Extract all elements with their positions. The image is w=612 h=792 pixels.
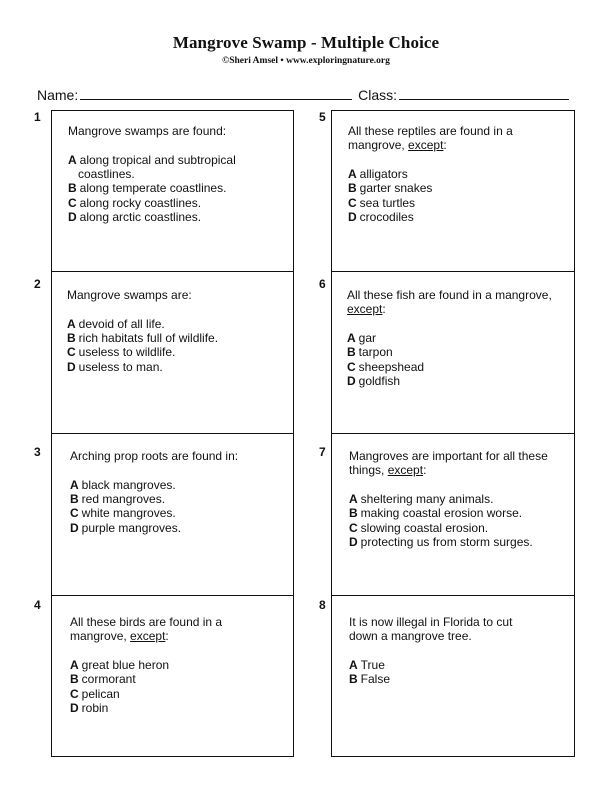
answer-option[interactable]: D robin	[70, 700, 109, 715]
question-stem: Arching prop roots are found in:	[70, 449, 239, 463]
answer-option[interactable]: D goldfish	[347, 373, 401, 388]
question-number: 7	[319, 445, 326, 459]
class-label: Class:	[358, 87, 398, 103]
question-content-2	[67, 288, 287, 374]
answer-option[interactable]: A great blue heron	[70, 658, 170, 673]
question-number: 1	[34, 110, 41, 124]
answer-option[interactable]: B along temperate coastlines.	[68, 181, 227, 196]
student-fields	[37, 86, 577, 103]
answer-option[interactable]: C useless to wildlife.	[67, 345, 176, 360]
question-stem: All these birds are found in a mangrove, except:	[70, 615, 223, 644]
question-stem: Mangrove swamps are:	[67, 288, 192, 302]
question-stem: All these reptiles are found in a mangrove, except:	[348, 124, 513, 153]
answer-option[interactable]: A alligators	[348, 167, 408, 182]
question-content-5	[348, 124, 570, 224]
question-content-6	[347, 288, 571, 388]
answer-option[interactable]: A True	[349, 658, 385, 673]
question-content-4	[70, 615, 290, 715]
answer-option[interactable]: B red mangroves.	[70, 492, 166, 507]
answer-option[interactable]: A black mangroves.	[70, 477, 176, 492]
answer-option[interactable]: D purple mangroves.	[70, 520, 182, 535]
question-stem: Mangroves are important for all these things, except:	[349, 449, 548, 478]
answer-option[interactable]: B rich habitats full of wildlife.	[67, 331, 219, 346]
question-content-7	[349, 449, 573, 549]
answer-option[interactable]: D along arctic coastlines.	[68, 209, 202, 224]
answer-option[interactable]: B False	[349, 672, 391, 687]
answer-option[interactable]: B making coastal erosion worse.	[349, 506, 523, 521]
answer-option[interactable]: B garter snakes	[348, 181, 433, 196]
answer-option[interactable]: C sea turtles	[348, 195, 416, 210]
answer-option[interactable]: C sheepshead	[347, 359, 425, 374]
question-number: 5	[319, 110, 326, 124]
question-content-8	[349, 615, 573, 687]
name-label: Name:	[37, 87, 79, 103]
worksheet-title: Mangrove Swamp - Multiple Choice	[172, 33, 440, 52]
question-number: 2	[34, 277, 41, 291]
answer-option[interactable]: A gar	[347, 331, 377, 346]
answer-option[interactable]: C along rocky coastlines.	[68, 195, 202, 210]
question-number: 3	[34, 445, 41, 459]
question-stem: Mangrove swamps are found:	[68, 124, 227, 138]
question-number: 6	[319, 277, 326, 291]
answer-option[interactable]: C pelican	[70, 686, 120, 701]
answer-option[interactable]: D protecting us from storm surges.	[349, 534, 533, 549]
answer-option[interactable]: B cormorant	[70, 672, 136, 687]
question-number: 4	[34, 598, 41, 612]
answer-option-continuation: coastlines.	[78, 167, 135, 182]
question-number: 8	[319, 598, 326, 612]
answer-option[interactable]: A devoid of all life.	[67, 316, 165, 331]
answer-option[interactable]: D crocodiles	[348, 209, 414, 224]
answer-option[interactable]: C slowing coastal erosion.	[349, 520, 489, 535]
answer-option[interactable]: A sheltering many animals.	[349, 492, 494, 507]
question-stem: All these fish are found in a mangrove, except:	[347, 288, 552, 317]
question-content-1	[68, 124, 288, 224]
question-stem: It is now illegal in Florida to cut down a mangrove tree.	[349, 615, 513, 644]
worksheet-credit: ©Sheri Amsel • www.exploringnature.org	[222, 56, 390, 66]
answer-option[interactable]: A along tropical and subtropical	[68, 152, 236, 167]
answer-option[interactable]: C white mangroves.	[70, 506, 176, 521]
name-blank[interactable]	[80, 86, 352, 100]
answer-option[interactable]: D useless to man.	[67, 359, 163, 374]
class-blank[interactable]	[399, 86, 569, 100]
question-content-3	[70, 449, 290, 535]
answer-option[interactable]: B tarpon	[347, 345, 393, 360]
